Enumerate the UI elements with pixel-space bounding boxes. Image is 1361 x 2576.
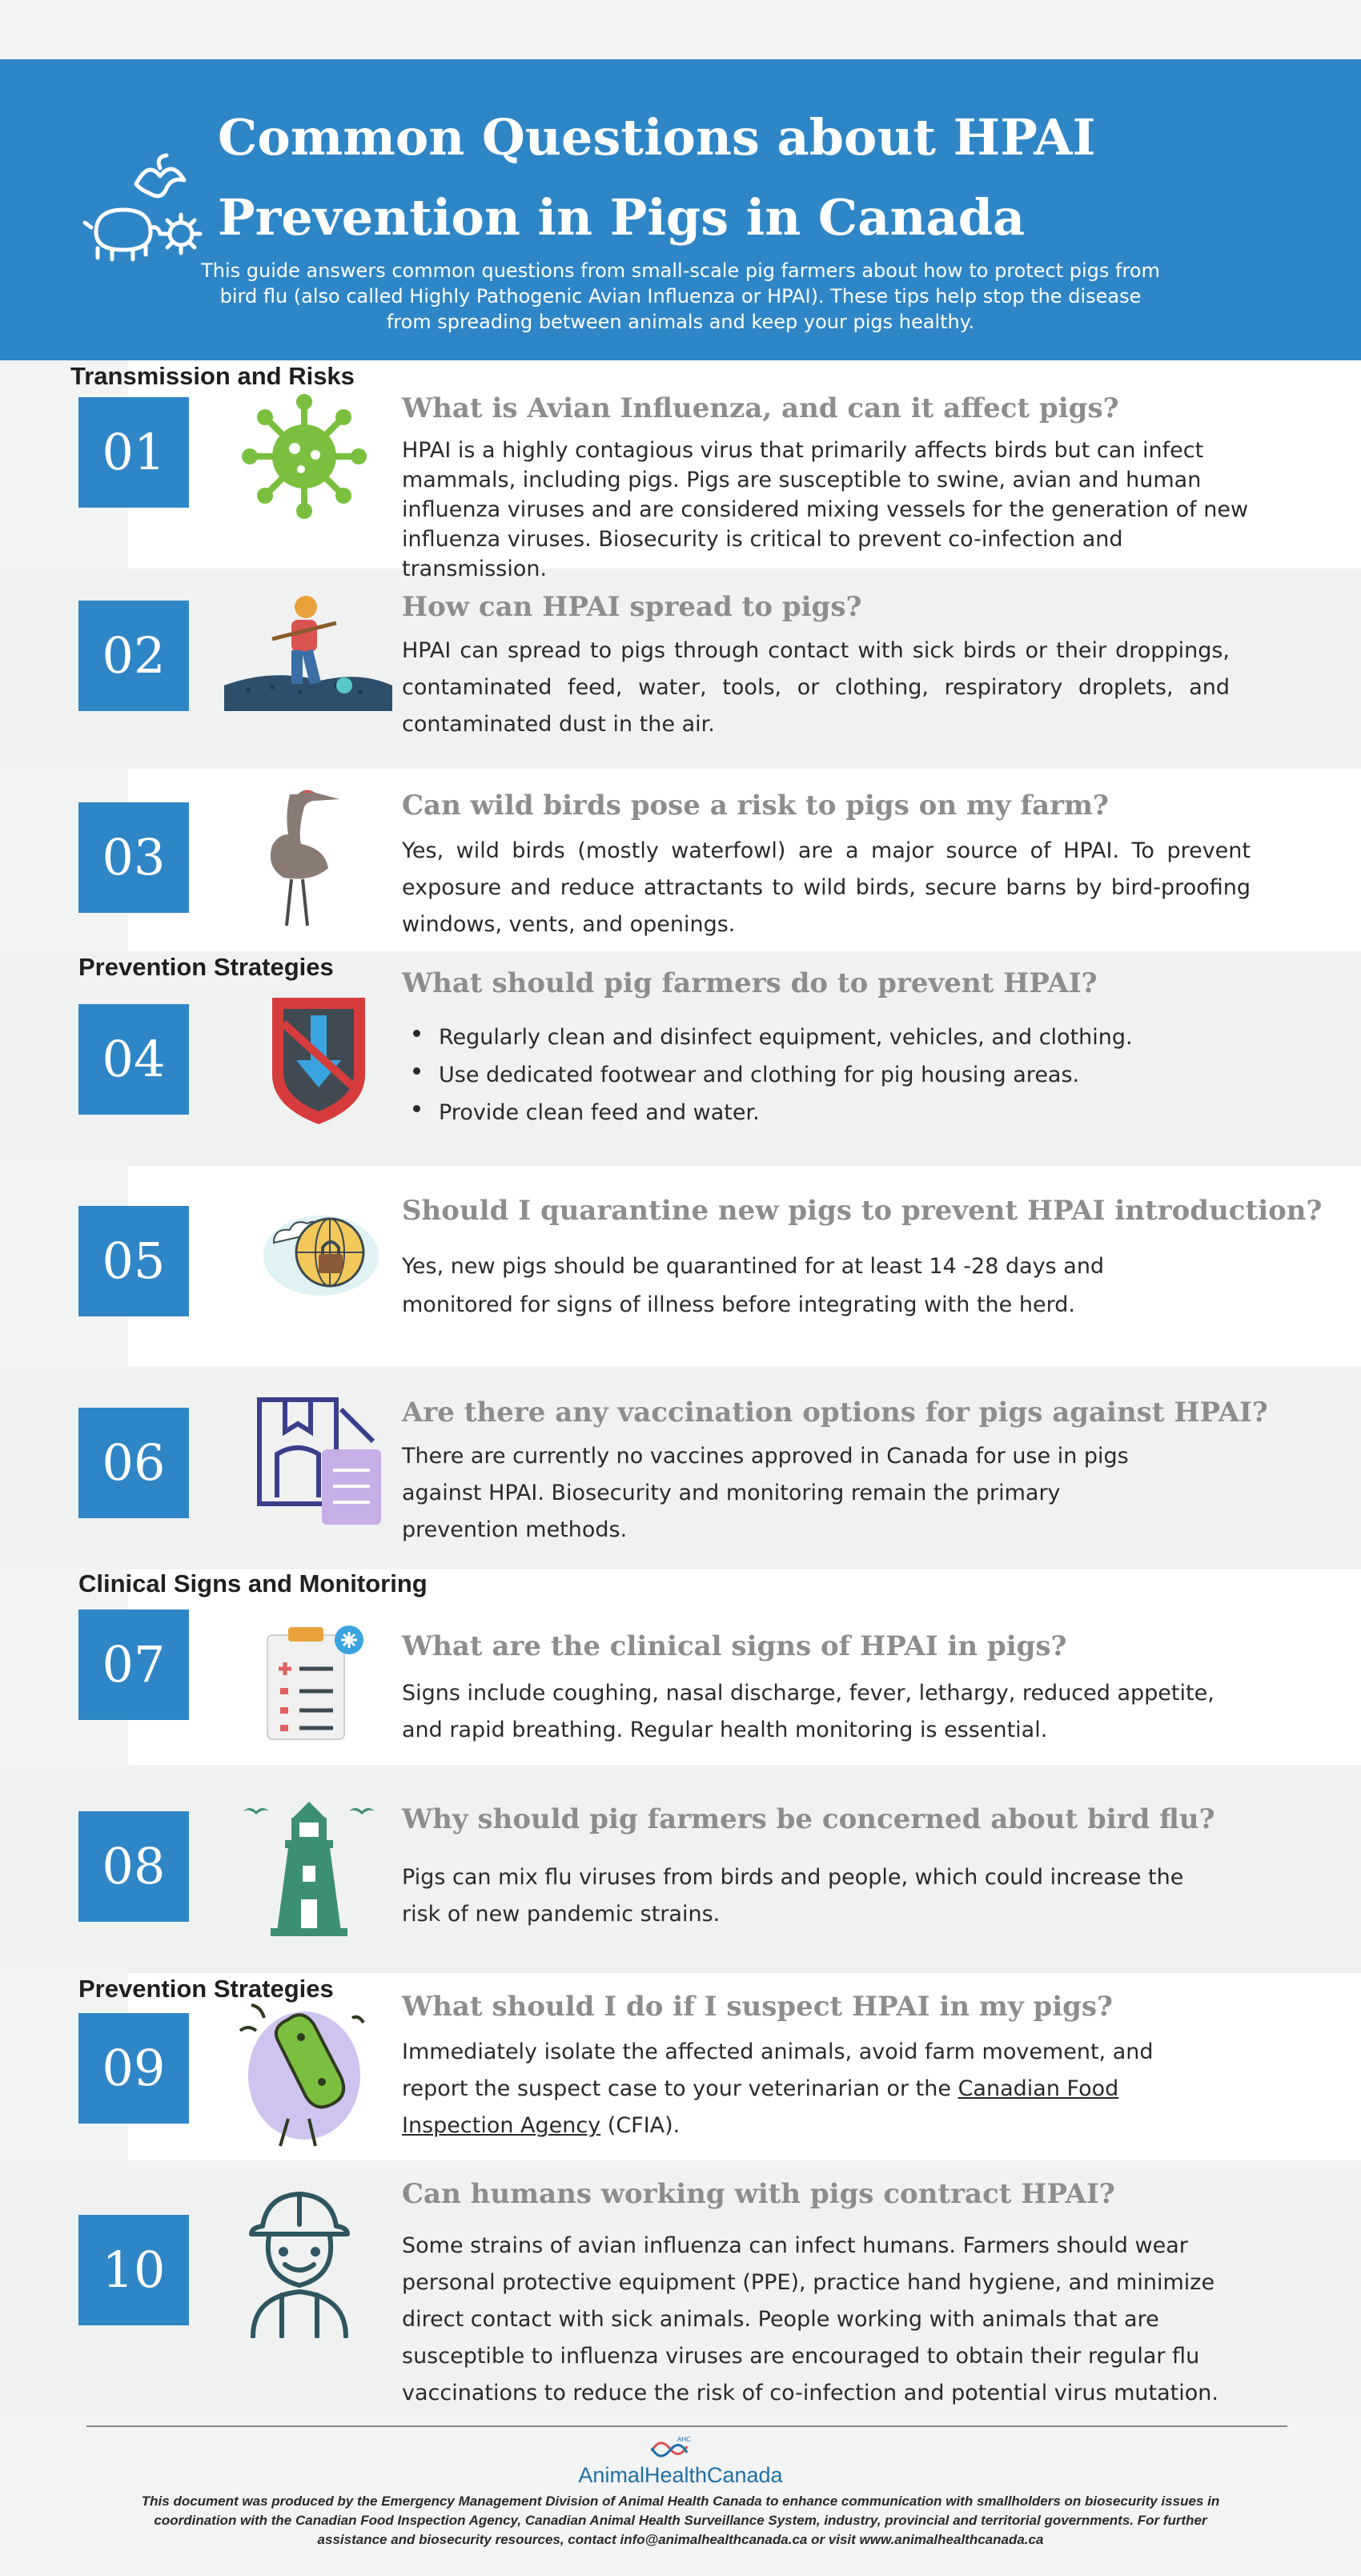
faq-question: Can wild birds pose a risk to pigs on my farm? xyxy=(402,790,1109,822)
faq-number: 03 xyxy=(78,802,189,913)
faq-number: 07 xyxy=(78,1609,189,1720)
faq-number: 08 xyxy=(78,1811,189,1922)
crane-bird-icon xyxy=(255,785,351,929)
faq-bullet: Regularly clean and disinfect equipment, vehicles, and clothing. xyxy=(402,1019,1251,1056)
faq-answer: There are currently no vaccines approved in Canada for use in pigs against HPAI. Biosecurity and monitoring remain the primary prevention methods. xyxy=(402,1444,1129,1542)
faq-number: 10 xyxy=(78,2215,189,2325)
faq-bullet-list xyxy=(402,1019,1251,1131)
footer-brand: AnimalHealthCanada xyxy=(578,2463,783,2487)
animal-health-canada-logo-icon xyxy=(645,2432,692,2464)
title-line-1: Common Questions about HPAI xyxy=(218,108,1096,167)
faq-answer: HPAI is a highly contagious virus that primarily affects birds but can infect mammals, including pigs. Pigs are susceptible to swine, avian and human influenza viruses and are considered mixing vessels for the generation of new influenza viruses. Biosecurity is critical to prevent co-infection and transmission. xyxy=(402,438,1249,581)
intro-text: This guide answers common questions from small-scale pig farmers about how to protect pigs from bird flu (also called Highly Pathogenic Avian Influenza or HPAI). These tips help stop the disease from spreading between animals and keep your pigs healthy. xyxy=(201,259,1160,333)
faq-question: What are the clinical signs of HPAI in pigs? xyxy=(402,1630,1067,1662)
faq-question: How can HPAI spread to pigs? xyxy=(402,591,862,623)
farm-worker-icon xyxy=(237,2188,362,2338)
footer-text: This document was produced by the Emergency Management Division of Animal Health Canada to enhance communication with smallholders on biosecurity issues in coordination with the Canadian Food Inspection Agency, Canadian Animal Health Surveillance System, industry, provincial and territorial governments. For further assistance and biosecurity resources, contact info@animalhealthcanada.ca or visit www.animalhealthcanada.ca xyxy=(141,2494,1220,2547)
pig-bird-virus-logo-icon xyxy=(80,144,216,280)
faq-number: 06 xyxy=(78,1408,189,1518)
faq-question: Should I quarantine new pigs to prevent HPAI introduction? xyxy=(402,1195,1323,1227)
faq-number: 04 xyxy=(78,1004,189,1115)
section-heading-transmission: Transmission and Risks xyxy=(70,362,355,390)
faq-question: What should I do if I suspect HPAI in my pigs? xyxy=(402,1991,1113,2023)
title-line-2: Prevention in Pigs in Canada xyxy=(218,188,1026,247)
faq-number: 01 xyxy=(78,397,189,508)
cfia-link[interactable]: Canadian Food Inspection Agency xyxy=(402,2076,1119,2138)
faq-answer: Yes, new pigs should be quarantined for at least 14 -28 days and monitored for signs of illness before integrating with the herd. xyxy=(402,1254,1105,1317)
faq-answer-text: Immediately isolate the affected animals, avoid farm movement, and report the suspect case to your veterinarian or the xyxy=(402,2040,1154,2101)
farmer-spreading-icon xyxy=(224,591,392,711)
faq-answer xyxy=(402,2034,1186,2144)
faq-question: Are there any vaccination options for pigs against HPAI? xyxy=(402,1397,1268,1429)
faq-answer: Yes, wild birds (mostly waterfowl) are a major source of HPAI. To prevent exposure and reduce attractants to wild birds, secure barns by bird-proofing windows, vents, and openings. xyxy=(402,838,1251,937)
globe-lock-icon xyxy=(261,1196,381,1308)
faq-question: Why should pig farmers be concerned about bird flu? xyxy=(402,1803,1215,1835)
footer-logo-mark: AHC xyxy=(677,2436,691,2443)
faq-number: 02 xyxy=(78,601,189,711)
faq-answer: Some strains of avian influenza can infect humans. Farmers should wear personal protective equipment (PPE), practice hand hygiene, and minimize direct contact with sick animals. People working with animals that are susceptible to influenza viruses are encouraged to obtain their regular flu vaccinations to reduce the risk of co-infection and potential virus mutation. xyxy=(402,2233,1218,2405)
medical-checklist-icon xyxy=(261,1622,365,1742)
faq-answer: Signs include coughing, nasal discharge, fever, lethargy, reduced appetite, and rapid breathing. Regular health monitoring is essential. xyxy=(402,1681,1214,1742)
no-entry-shield-icon xyxy=(264,991,373,1127)
vaccine-record-icon xyxy=(253,1393,389,1529)
virus-icon xyxy=(240,392,368,520)
section-heading-prevention-2: Prevention Strategies xyxy=(78,1975,334,2003)
faq-bullet: Use dedicated footwear and clothing for pig housing areas. xyxy=(402,1056,1251,1094)
faq-number: 09 xyxy=(78,2013,189,2124)
faq-question: What is Avian Influenza, and can it affect pigs? xyxy=(402,392,1119,424)
section-heading-prevention: Prevention Strategies xyxy=(78,953,334,981)
faq-answer-text-end: (CFIA). xyxy=(600,2113,680,2138)
phone-call-icon xyxy=(232,1999,368,2151)
faq-answer: HPAI can spread to pigs through contact with sick birds or their droppings, contaminated feed, water, tools, or clothing, respiratory droplets, and contaminated dust in the air. xyxy=(402,638,1230,737)
footer-divider xyxy=(86,2425,1287,2427)
faq-question: Can humans working with pigs contract HPAI? xyxy=(402,2178,1115,2210)
header-banner xyxy=(0,59,1361,360)
section-heading-clinical: Clinical Signs and Monitoring xyxy=(78,1569,428,1597)
page-title xyxy=(218,98,1178,258)
faq-bullet: Provide clean feed and water. xyxy=(402,1094,1251,1131)
faq-answer: Pigs can mix flu viruses from birds and people, which could increase the risk of new pandemic strains. xyxy=(402,1865,1184,1927)
faq-number: 05 xyxy=(78,1206,189,1316)
lighthouse-icon xyxy=(237,1794,381,1938)
faq-question: What should pig farmers do to prevent HPAI? xyxy=(402,967,1098,999)
